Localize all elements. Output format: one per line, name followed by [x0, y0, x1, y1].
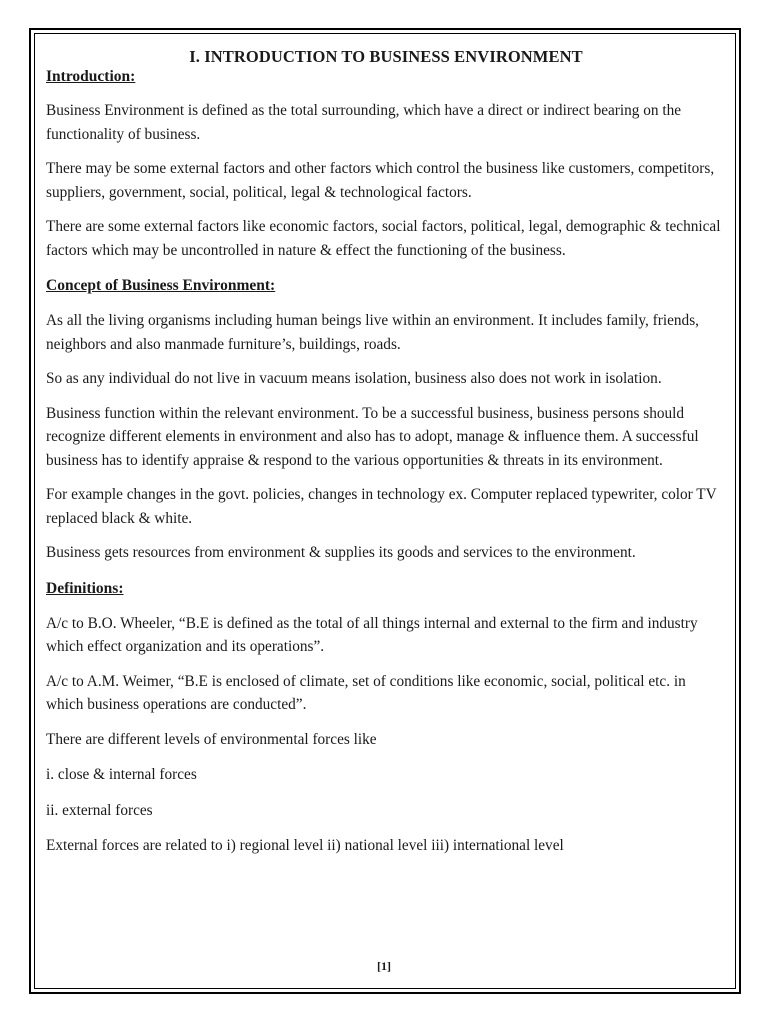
concept-paragraph-1: As all the living organisms including human beings live within an environment. It includes family, friends, neighbors and also manmade furniture’s, buildings, roads.: [46, 312, 699, 353]
concept-paragraph-5: Business gets resources from environment & supplies its goods and services to the environment.: [46, 544, 636, 561]
page-title: I. INTRODUCTION TO BUSINESS ENVIRONMENT: [189, 47, 583, 66]
intro-paragraph-2: There may be some external factors and other factors which control the business like customers, competitors, suppliers, government, social, political, legal & technological factors.: [46, 160, 715, 201]
levels-intro: There are different levels of environmental forces like: [46, 730, 377, 748]
introduction-heading: Introduction:: [46, 68, 136, 85]
intro-paragraph-3: There are some external factors like economic factors, social factors, political, legal, demographic & technical factors which may be uncontrolled in nature & effect the functioning of the business.: [46, 218, 721, 259]
intro-paragraph-1: Business Environment is defined as the total surrounding, which have a direct or indirect bearing on the functionality of business.: [46, 102, 682, 143]
level-item-2: ii. external forces: [46, 801, 153, 819]
definition-weimer: A/c to A.M. Weimer, “B.E is enclosed of climate, set of conditions like economic, social, political etc. in which business operations are conducted”.: [46, 672, 686, 713]
page-number: [1]: [377, 959, 391, 973]
definition-wheeler: A/c to B.O. Wheeler, “B.E is defined as the total of all things internal and external to the firm and industry which effect organization and its operations”.: [46, 614, 698, 655]
concept-paragraph-2: So as any individual do not live in vacuum means isolation, business also does not work in isolation.: [46, 370, 662, 387]
definitions-heading: Definitions:: [46, 579, 124, 597]
concept-heading: Concept of Business Environment:: [46, 277, 276, 294]
external-forces-levels: External forces are related to i) regional level ii) national level iii) international level: [46, 837, 564, 854]
concept-paragraph-4: For example changes in the govt. policies, changes in technology ex. Computer replaced typewriter, color TV replaced black & white.: [46, 486, 717, 527]
concept-paragraph-3: Business function within the relevant environment. To be a successful business, business persons should recognize different elements in environment and also has to adopt, manage & influence them. A successful business has to identify appraise & respond to the various opportunities & threats in its environment.: [46, 404, 699, 469]
document-content: [46, 46, 726, 858]
level-item-1: i. close & internal forces: [46, 766, 197, 783]
